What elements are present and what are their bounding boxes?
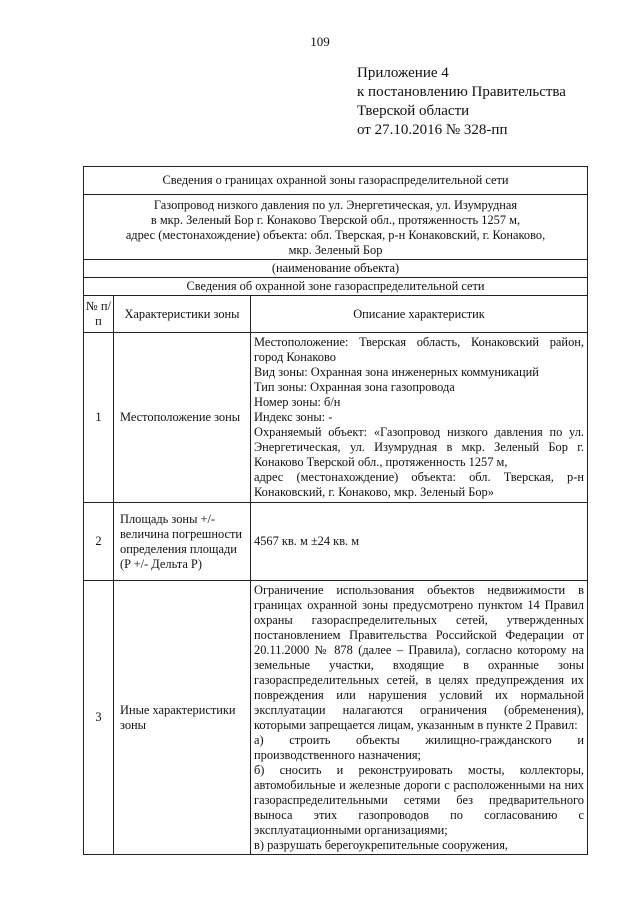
table-row	[84, 503, 588, 581]
description-line: Местоположение: Тверская область, Конаковский район, город Конаково	[254, 335, 584, 364]
description-line: 4567 кв. м ±24 кв. м	[254, 534, 360, 548]
row-characteristic: Местоположение зоны	[114, 333, 251, 503]
subtitle-row	[84, 278, 588, 296]
object-caption: (наименование объекта)	[84, 260, 588, 278]
appendix-header	[357, 64, 566, 140]
description-line: Охраняемый объект: «Газопровод низкого давления по ул. Энергетическая, ул. Изумрудная в мкр. Зеленый Бор г. Конаково Тверской обл., протяженность 1257 м,	[254, 425, 584, 469]
description-line: Вид зоны: Охранная зона инженерных коммуникаций	[254, 365, 539, 379]
description-line: а) строить объекты жилищно-гражданского и производственного назначения;	[254, 733, 584, 762]
object-name	[84, 195, 588, 260]
row-description	[251, 503, 588, 581]
description-line: Номер зоны: б/н	[254, 395, 341, 409]
row-description	[251, 333, 588, 503]
description-line: б) сносить и реконструировать мосты, коллекторы, автомобильные и железные дороги с расположенными на них газораспределительными сетями без предварительного выноса этих газопроводов по согласованию с эксплуатационными организациями;	[254, 763, 584, 837]
description-line: в) разрушать берегоукрепительные сооружения,	[254, 838, 508, 852]
appendix-region: Тверской области	[357, 103, 470, 119]
table-title: Сведения о границах охранной зоны газораспределительной сети	[84, 167, 588, 195]
zone-info-table	[83, 166, 588, 855]
description-line: Индекс зоны: -	[254, 410, 333, 424]
header-no: № п/п	[84, 296, 114, 333]
table-title-row	[84, 167, 588, 195]
row-number: 2	[84, 503, 114, 581]
object-line: в мкр. Зеленый Бор г. Конаково Тверской обл., протяженность 1257 м,	[150, 213, 521, 227]
object-line: Газопровод низкого давления по ул. Энергетическая, ул. Изумрудная	[153, 198, 518, 212]
table-subtitle: Сведения об охранной зоне газораспределительной сети	[84, 278, 588, 296]
appendix-decree-ref: к постановлению Правительства	[357, 84, 566, 100]
object-caption-row	[84, 260, 588, 278]
header-description: Описание характеристик	[251, 296, 588, 333]
row-characteristic: Площадь зоны +/- величина погрешности определения площади (P +/- Дельта P)	[114, 503, 251, 581]
appendix-title: Приложение 4	[357, 65, 449, 81]
table-row	[84, 581, 588, 855]
table-row	[84, 333, 588, 503]
page-number: 109	[310, 34, 330, 49]
description-line: Ограничение использования объектов недвижимости в границах охранной зоны предусмотрено пунктом 14 Правил охраны газораспределительных сетей, утвержденных постановлением Правительства Российской Федерации от 20.11.2000 № 878 (далее – Правила), согласно которому на земельные участки, входящие в охранные зоны газораспределительных сетей, в целях предупреждения их повреждения или нарушения условий их нормальной эксплуатации налагаются ограничения (обременения), которыми запрещается лицам, указанным в пункте 2 Правил:	[254, 583, 584, 732]
description-line: Тип зоны: Охранная зона газопровода	[254, 380, 455, 394]
object-line: мкр. Зеленый Бор	[288, 243, 383, 257]
row-number: 1	[84, 333, 114, 503]
row-number: 3	[84, 581, 114, 855]
header-characteristic: Характеристики зоны	[114, 296, 251, 333]
appendix-date: от 27.10.2016 № 328-пп	[357, 122, 508, 138]
column-header-row	[84, 296, 588, 333]
object-line: адрес (местонахождение) объекта: обл. Тверская, р-н Конаковский, г. Конаково,	[125, 228, 546, 242]
row-description	[251, 581, 588, 855]
object-name-row	[84, 195, 588, 260]
row-characteristic: Иные характеристики зоны	[114, 581, 251, 855]
description-line: адрес (местонахождение) объекта: обл. Тверская, р-н Конаковский, г. Конаково, мкр. Зеленый Бор»	[254, 470, 584, 499]
